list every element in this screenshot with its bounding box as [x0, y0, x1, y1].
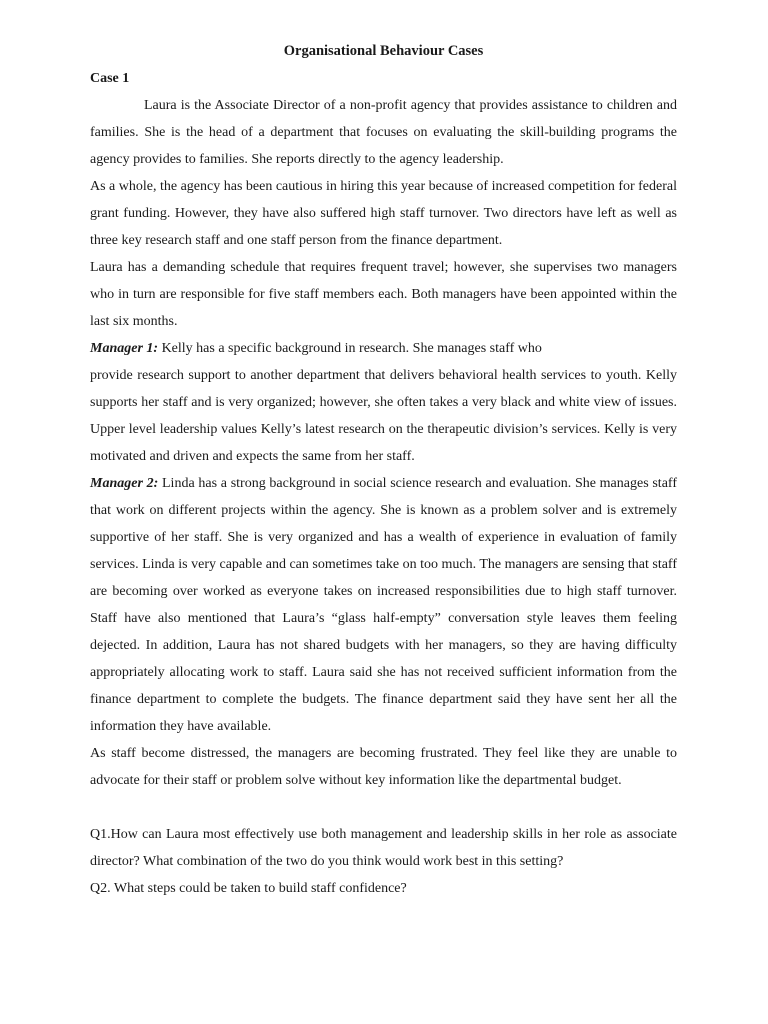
document-page — [90, 38, 677, 902]
manager-1-label: Manager 1: — [90, 341, 159, 356]
paragraph-laura-schedule: Laura has a demanding schedule that requires frequent travel; however, she supervises two managers who in turn are responsible for five staff members each. Both managers have been appointed within the last six months. — [90, 260, 677, 329]
manager-1-first-line-text: Kelly has a specific background in research. She manages staff who — [158, 341, 542, 356]
manager-2-label: Manager 2: — [90, 476, 159, 491]
paragraph-staff-distress: As staff become distressed, the managers are becoming frustrated. They feel like they are unable to advocate for their staff or problem solve without key information like the departmental budget. — [90, 746, 677, 788]
document-title: Organisational Behaviour Cases — [283, 43, 484, 59]
blank-line — [90, 794, 677, 821]
paragraph-manager-1-rest: provide research support to another department that delivers behavioral health services to youth. Kelly supports her staff and is very organized; however, she often takes a very black and white view of issues. Upper level leadership values Kelly’s latest research on the therapeutic division’s services. Kelly is very motivated and driven and expects the same from her staff. — [90, 368, 677, 464]
question-1: Q1.How can Laura most effectively use both management and leadership skills in her role as associate director? What combination of the two do you think would work best in this setting? — [90, 827, 677, 869]
paragraph-manager-2 — [90, 470, 677, 740]
paragraph-intro: Laura is the Associate Director of a non-profit agency that provides assistance to children and families. She is the head of a department that focuses on evaluating the skill-building programs the agency provides to families. She reports directly to the agency leadership. — [90, 98, 677, 167]
manager-2-text: Linda has a strong background in social science research and evaluation. She manages staff that work on different projects within the agency. She is known as a problem solver and is extremely supportive of her staff. She is very organized and has a wealth of experience in evaluation of family services. Linda is very capable and can sometimes take on too much. The managers are sensing that staff are becoming over worked as everyone takes on increased responsibilities due to high staff turnover. Staff have also mentioned that Laura’s “glass half-empty” conversation style leaves them feeling dejected. In addition, Laura has not shared budgets with her managers, so they are having difficulty appropriately allocating work to staff. Laura said she has not received sufficient information from the finance department to complete the budgets. The finance department said they have sent her all the information they have available. — [90, 476, 677, 734]
paragraph-manager-1-first-line — [90, 335, 677, 362]
question-2: Q2. What steps could be taken to build staff confidence? — [90, 881, 407, 896]
case-heading: Case 1 — [90, 71, 130, 86]
paragraph-agency-context: As a whole, the agency has been cautious in hiring this year because of increased competition for federal grant funding. However, they have also suffered high staff turnover. Two directors have left as well as three key research staff and one staff person from the finance department. — [90, 179, 678, 248]
